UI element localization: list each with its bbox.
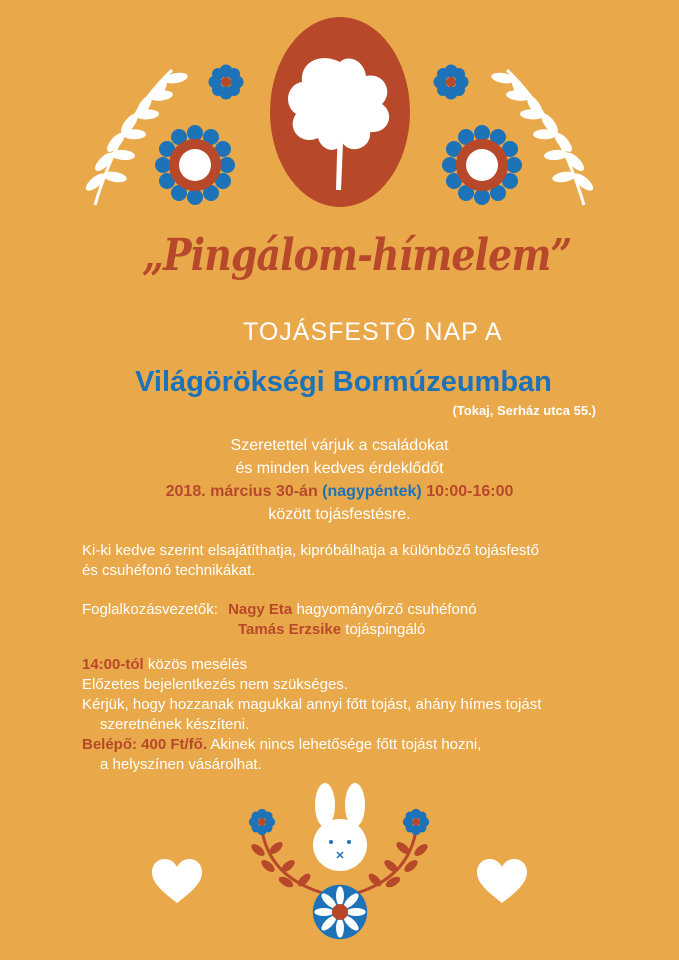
- event-time: 10:00-16:00: [426, 483, 514, 500]
- heart-icon: [152, 859, 202, 903]
- info-line-1: Ki-ki kedve szerint elsajátíthatja, kipróbálhatja a különböző tojásfestő: [82, 542, 539, 559]
- registration-note: Előzetes bejelentkezés nem szükséges.: [82, 676, 348, 693]
- folk-flower-icon: [313, 885, 367, 939]
- info-paragraph: [82, 541, 602, 581]
- fee-text-line-1: Akinek nincs lehetősége főtt tojást hozni,: [210, 736, 482, 753]
- story-text: közös mesélés: [147, 656, 248, 673]
- easter-egg-icon: [270, 17, 410, 207]
- event-datetime: [0, 480, 679, 503]
- poster-subtitle: TOJÁSFESTŐ NAP A: [243, 318, 503, 346]
- story-time: 14:00-tól: [82, 656, 144, 673]
- request-line-2: szeretnének készíteni.: [100, 716, 250, 733]
- request-line-1: Kérjük, hogy hozzanak magukkal annyi főtt tojást, ahány hímes tojást: [82, 696, 542, 713]
- welcome-line-4: között tojásfestésre.: [268, 506, 411, 523]
- welcome-line-2: és minden kedves érdeklődőt: [235, 460, 444, 477]
- heart-icon: [477, 859, 527, 903]
- leaders-label: Foglalkozásvezetők:: [82, 601, 218, 618]
- leader-1-name: Nagy Eta: [228, 601, 293, 618]
- details-block: [82, 655, 602, 775]
- event-date: 2018. március 30-án: [165, 483, 318, 500]
- leaders-block: [82, 600, 602, 640]
- venue-address: (Tokaj, Serház utca 55.): [452, 403, 596, 418]
- poster-title: „Pingálom-hímelem”: [142, 230, 572, 281]
- fee-text-line-2: a helyszínen vásárolhat.: [100, 756, 262, 773]
- entry-fee: Belépő: 400 Ft/fő.: [82, 736, 208, 753]
- venue-name: [0, 366, 679, 399]
- leader-2-role: tojáspingáló: [345, 621, 426, 638]
- leader-2-name: Tamás Erzsike: [238, 621, 342, 638]
- venue-part-2: Bormúzeumban: [332, 366, 552, 398]
- leader-1-role: hagyományőrző csuhéfonó: [296, 601, 477, 618]
- welcome-line-1: Szeretettel várjuk a családokat: [230, 437, 449, 454]
- welcome-block: [0, 434, 679, 526]
- info-line-2: és csuhéfonó technikákat.: [82, 562, 256, 579]
- bottom-ornament: [152, 783, 527, 939]
- bunny-icon: [313, 783, 367, 871]
- venue-part-1: Világörökségi: [135, 366, 325, 398]
- event-day: (nagypéntek): [322, 483, 422, 500]
